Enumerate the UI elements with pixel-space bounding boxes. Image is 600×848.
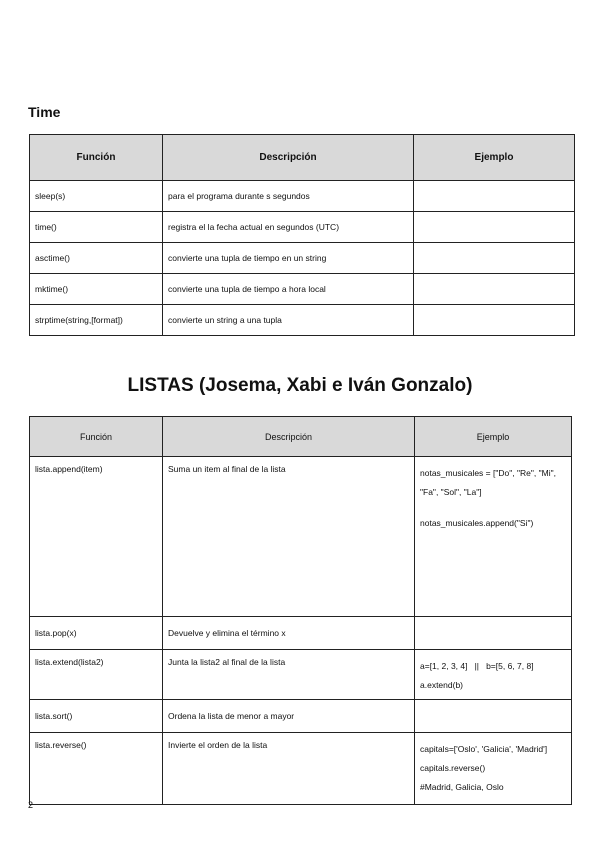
list-methods-table <box>29 416 572 805</box>
cell-descripcion: Junta la lista2 al final de la lista <box>163 650 415 700</box>
cell-ejemplo <box>414 181 575 212</box>
cell-descripcion: Devuelve y elimina el término x <box>163 617 415 650</box>
page-number: 2 <box>28 800 34 810</box>
cell-funcion: mktime() <box>30 274 163 305</box>
cell-funcion: time() <box>30 212 163 243</box>
table-row <box>30 274 575 305</box>
cell-funcion: sleep(s) <box>30 181 163 212</box>
example-spacer <box>420 502 566 514</box>
table-row <box>30 243 575 274</box>
cell-ejemplo <box>415 457 572 617</box>
cell-funcion: lista.pop(x) <box>30 617 163 650</box>
table-header-row <box>30 135 575 181</box>
table-row <box>30 617 572 650</box>
cell-ejemplo <box>414 212 575 243</box>
cell-ejemplo <box>414 305 575 336</box>
example-line: capitals=['Oslo', 'Galicia', 'Madrid'] <box>420 744 548 754</box>
cell-descripcion: convierte un string a una tupla <box>163 305 414 336</box>
cell-funcion: asctime() <box>30 243 163 274</box>
table-row <box>30 650 572 700</box>
header-descripcion: Descripción <box>163 135 414 181</box>
cell-ejemplo <box>415 733 572 805</box>
section-title-time: Time <box>28 104 61 120</box>
example-line: capitals.reverse() <box>420 763 486 773</box>
table-row <box>30 457 572 617</box>
table-row <box>30 733 572 805</box>
example-line: notas_musicales = ["Do", "Re", "Mi", <box>420 468 556 478</box>
cell-descripcion: Suma un item al final de la lista <box>163 457 415 617</box>
cell-descripcion: convierte una tupla de tiempo a hora local <box>163 274 414 305</box>
table-header-row <box>30 417 572 457</box>
example-line: #Madrid, Galicia, Oslo <box>420 782 504 792</box>
cell-funcion: strptime(string,[format]) <box>30 305 163 336</box>
header-funcion: Función <box>30 135 163 181</box>
example-line: notas_musicales.append("Si") <box>420 518 534 528</box>
cell-funcion: lista.extend(lista2) <box>30 650 163 700</box>
example-line: "Fa", "Sol", "La"] <box>420 487 482 497</box>
example-line: a=[1, 2, 3, 4] || b=[5, 6, 7, 8] <box>420 661 534 671</box>
table-row <box>30 700 572 733</box>
cell-ejemplo <box>415 700 572 733</box>
table-row <box>30 181 575 212</box>
cell-descripcion: Invierte el orden de la lista <box>163 733 415 805</box>
table-row <box>30 212 575 243</box>
table-row <box>30 305 575 336</box>
cell-funcion: lista.reverse() <box>30 733 163 805</box>
cell-ejemplo <box>414 243 575 274</box>
example-line: a.extend(b) <box>420 680 463 690</box>
cell-descripcion: registra el la fecha actual en segundos (UTC) <box>163 212 414 243</box>
cell-descripcion: Ordena la lista de menor a mayor <box>163 700 415 733</box>
header-descripcion: Descripción <box>163 417 415 457</box>
cell-ejemplo <box>415 617 572 650</box>
section-title-listas: LISTAS (Josema, Xabi e Iván Gonzalo) <box>127 375 473 396</box>
cell-funcion: lista.sort() <box>30 700 163 733</box>
header-ejemplo: Ejemplo <box>414 135 575 181</box>
cell-descripcion: para el programa durante s segundos <box>163 181 414 212</box>
cell-descripcion: convierte una tupla de tiempo en un string <box>163 243 414 274</box>
cell-ejemplo <box>415 650 572 700</box>
cell-ejemplo <box>414 274 575 305</box>
header-ejemplo: Ejemplo <box>415 417 572 457</box>
header-funcion: Función <box>30 417 163 457</box>
time-functions-table <box>29 134 575 336</box>
cell-funcion: lista.append(item) <box>30 457 163 617</box>
